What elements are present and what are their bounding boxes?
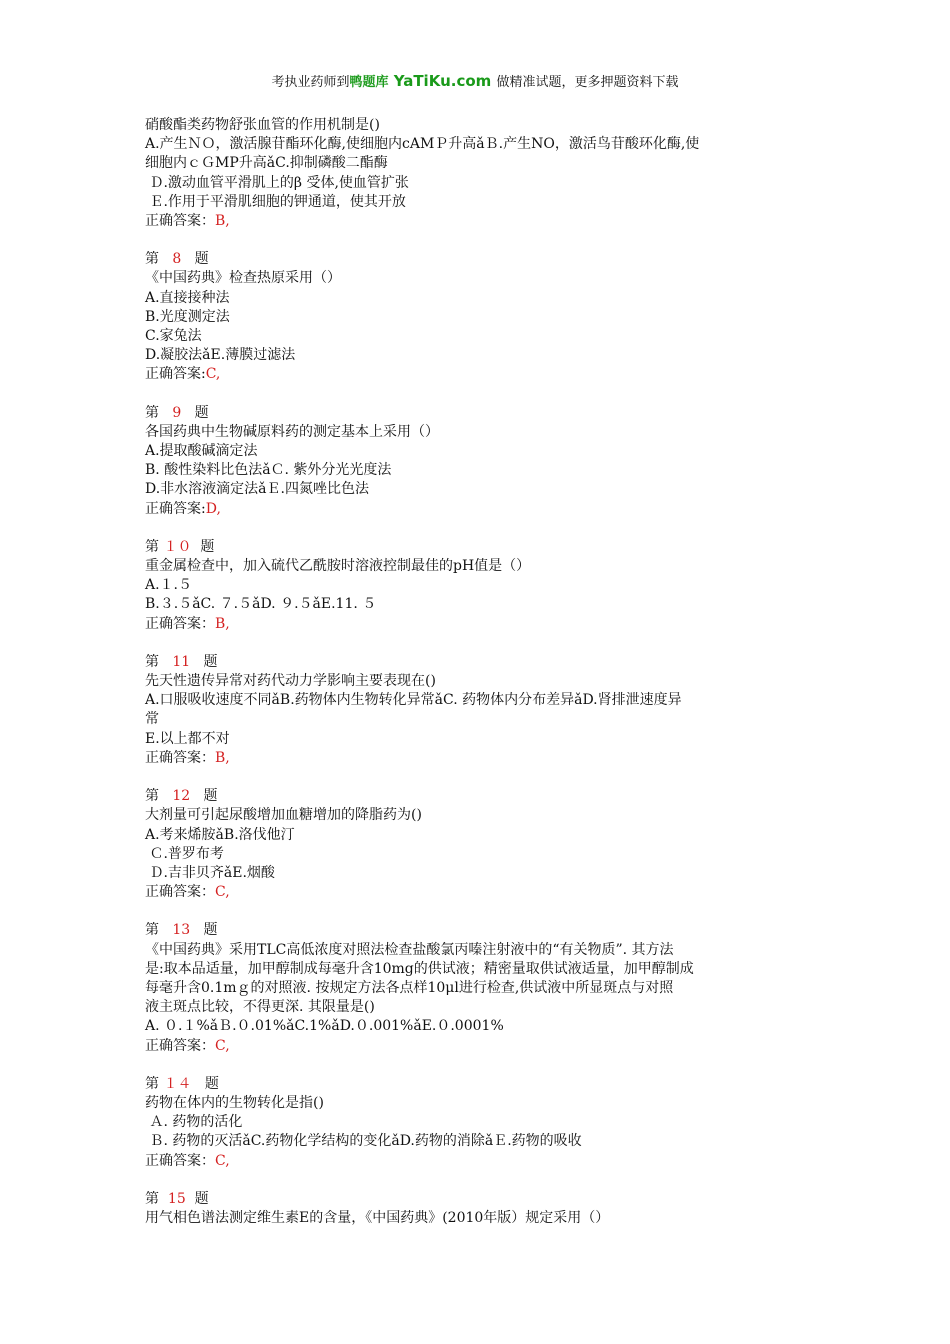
- question-stem: 液主斑点比较，不得更深. 其限量是(): [145, 999, 375, 1016]
- answer-value: D,: [205, 500, 221, 517]
- answer-label: 正确答案：: [145, 615, 215, 632]
- question-options: B. 酸性染料比色法ǎＣ. 紫外分光光度法: [145, 462, 392, 479]
- question-heading: 第 １０ 题: [145, 538, 215, 555]
- answer-value: B,: [215, 749, 230, 766]
- question-options: 细胞内ｃＧMP升高ǎC.抑制磷酸二酯酶: [145, 155, 388, 172]
- question-14: [145, 1075, 810, 1171]
- answer-line: [145, 500, 810, 519]
- answer-line: [145, 1152, 810, 1171]
- question-number: 13: [172, 922, 191, 939]
- question-options: A.考来烯胺ǎB.洛伐他汀: [145, 826, 295, 843]
- question-options: D.非水溶液滴定法ǎＥ.四氮唑比色法: [145, 481, 369, 498]
- question-heading: 第 13 题: [145, 922, 218, 939]
- answer-value: C,: [205, 366, 221, 383]
- question-option-a: A.直接接种法: [145, 289, 230, 306]
- question-option-a: Ａ. 药物的活化: [145, 1114, 243, 1131]
- header-prefix: 考执业药师到: [271, 75, 350, 90]
- question-heading: 第 9 题: [145, 404, 209, 421]
- question-stem: 药物在体内的生物转化是指(): [145, 1094, 324, 1111]
- question-heading: 第 １４ 题: [145, 1075, 219, 1092]
- header-suffix: 做精准试题，更多押题资料下载: [496, 75, 679, 90]
- question-option-a: A.１.５: [145, 577, 193, 594]
- question-heading: 第 11 题: [145, 653, 218, 670]
- answer-value: C,: [215, 1152, 230, 1169]
- question-options: 常: [145, 711, 159, 728]
- question-number: １４: [163, 1075, 192, 1092]
- answer-line: [145, 212, 810, 231]
- question-stem: 《中国药典》检查热原采用（）: [145, 270, 341, 287]
- answer-line: [145, 883, 810, 902]
- answer-label: 正确答案：: [145, 213, 215, 230]
- question-option-c: C.家兔法: [145, 328, 202, 345]
- question-number: 15: [167, 1190, 186, 1207]
- answer-value: B,: [215, 615, 230, 632]
- question-number: 11: [172, 653, 191, 670]
- question-heading: 第 15 题: [145, 1190, 209, 1207]
- answer-label: 正确答案：: [145, 1037, 215, 1054]
- question-stem: 先天性遗传异常对药代动力学影响主要表现在(): [145, 673, 436, 690]
- question-option-b: B.光度测定法: [145, 308, 230, 325]
- question-stem: 是:取本品适量，加甲醇制成每毫升含10mg的供试液；精密量取供试液适量，加甲醇制成: [145, 960, 694, 977]
- question-13: [145, 921, 810, 1055]
- question-option-e: Ｅ.作用于平滑肌细胞的钾通道，使其开放: [145, 193, 406, 210]
- answer-label: 正确答案:: [145, 500, 206, 517]
- answer-label: 正确答案：: [145, 749, 215, 766]
- question-option-a: A.提取酸碱滴定法: [145, 443, 258, 460]
- question-stem: 每毫升含0.1mｇ的对照液. 按规定方法各点样10μl进行检查,供试液中所显斑点与对照: [145, 979, 674, 996]
- question-option-c: Ｃ.普罗布考: [145, 845, 224, 862]
- answer-label: 正确答案：: [145, 884, 215, 901]
- question-stem: 大剂量可引起尿酸增加血糖增加的降脂药为(): [145, 807, 422, 824]
- question-9: [145, 404, 810, 519]
- question-stem: 用气相色谱法测定维生素E的含量，《中国药典》(2010年版）规定采用（）: [145, 1209, 610, 1226]
- question-stem: 各国药典中生物碱原料药的测定基本上采用（）: [145, 423, 439, 440]
- answer-label: 正确答案：: [145, 1152, 215, 1169]
- question-options: Ｂ. 药物的灭活ǎC.药物化学结构的变化ǎD.药物的消除ǎＥ.药物的吸收: [145, 1133, 582, 1150]
- answer-line: [145, 749, 810, 768]
- question-number: １０: [163, 538, 192, 555]
- question-11: [145, 653, 810, 768]
- question-number: 12: [172, 788, 191, 805]
- answer-line: [145, 1037, 810, 1056]
- question-option-d: Ｄ.激动血管平滑肌上的β 受体,使血管扩张: [145, 174, 409, 191]
- question-8: [145, 250, 810, 384]
- question-options: A.产生ＮＯ，激活腺苷酯环化酶,使细胞内cAMＰ升高ǎＢ.产生NO，激活鸟苷酸环化酶,使: [145, 136, 700, 153]
- question-7: [145, 116, 810, 231]
- answer-line: [145, 615, 810, 634]
- header-site-link[interactable]: YaTiKu.com: [388, 72, 497, 90]
- question-15: [145, 1190, 810, 1228]
- question-heading: 第 8 题: [145, 251, 209, 268]
- question-stem: 硝酸酯类药物舒张血管的作用机制是(): [145, 117, 380, 133]
- answer-label: 正确答案:: [145, 366, 206, 383]
- question-list: [145, 116, 810, 1228]
- question-12: [145, 787, 810, 902]
- question-option-e: E.以上都不对: [145, 730, 230, 747]
- answer-line: [145, 365, 810, 384]
- question-number: 9: [172, 404, 182, 421]
- question-10: [145, 538, 810, 634]
- answer-value: C,: [215, 884, 230, 901]
- question-heading: 第 12 题: [145, 788, 218, 805]
- question-stem: 重金属检查中，加入硫代乙酰胺时溶液控制最佳的pH值是（）: [145, 558, 531, 575]
- page-header: [0, 71, 950, 93]
- question-options: Ｄ.吉非贝齐ǎE.烟酸: [145, 864, 275, 881]
- question-number: 8: [172, 251, 182, 268]
- question-options: A. ０.１%ǎＢ.０.01%ǎC.1%ǎD.０.001%ǎE.０.0001%: [145, 1018, 504, 1035]
- answer-value: C,: [215, 1037, 230, 1054]
- question-stem: 《中国药典》采用TLC高低浓度对照法检查盐酸氯丙嗪注射液中的“有关物质”. 其方法: [145, 941, 674, 958]
- question-options: A.口服吸收速度不同ǎB.药物体内生物转化异常ǎC. 药物体内分布差异ǎD.肾排泄速度异: [145, 692, 682, 709]
- question-options: D.凝胶法ǎE.薄膜过滤法: [145, 347, 296, 364]
- answer-value: B,: [215, 213, 230, 230]
- header-brand: 鸭题库: [349, 75, 389, 90]
- question-options: B.３.５ǎC. ７.５ǎD. ９.５ǎE.11. ５: [145, 596, 377, 613]
